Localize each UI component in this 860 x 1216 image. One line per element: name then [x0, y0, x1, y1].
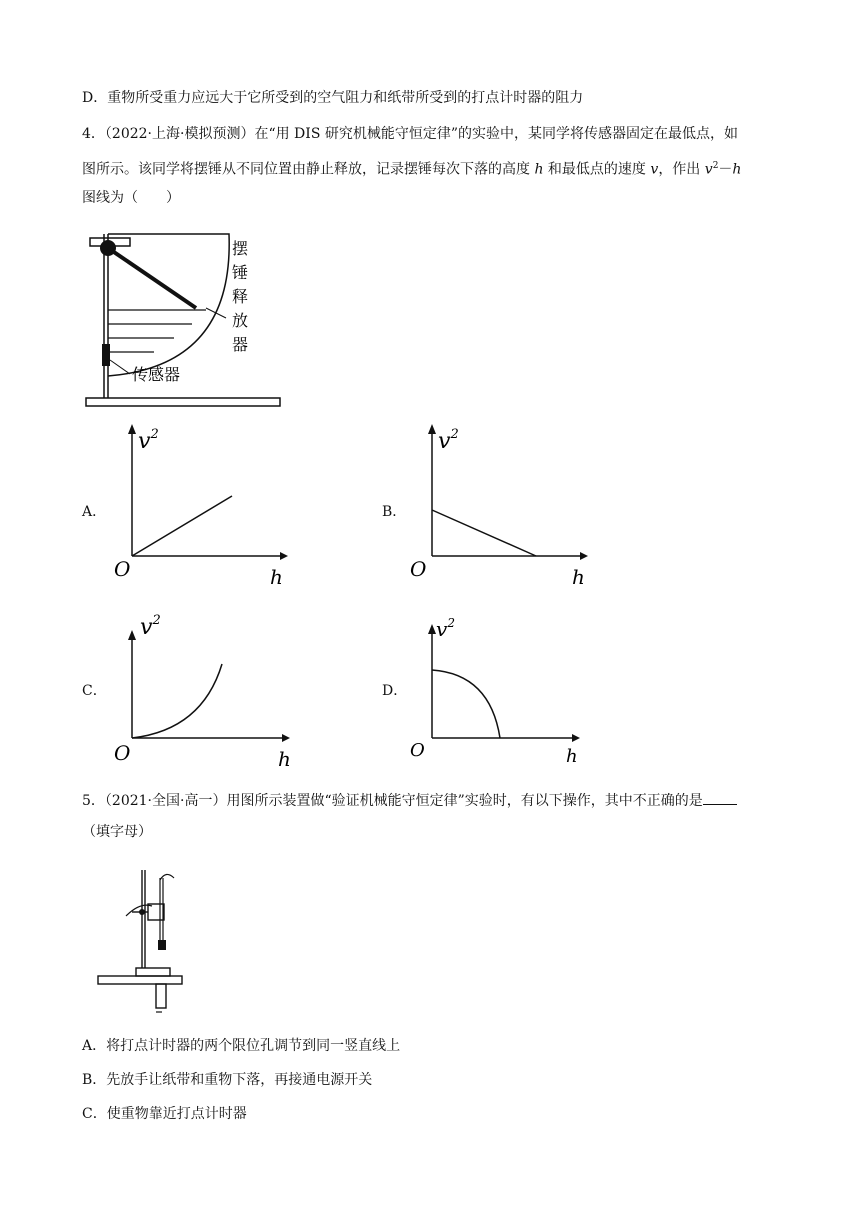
graph-line — [132, 496, 232, 556]
x-axis-arrow-icon — [580, 552, 588, 560]
q4-option-a-label: A． — [82, 504, 107, 520]
pendulum-rod — [108, 248, 196, 308]
graph-option-c — [108, 604, 298, 774]
release-label-char: 放 — [232, 311, 249, 330]
free-fall-apparatus-figure — [96, 860, 186, 1020]
graph-option-b — [408, 424, 588, 594]
option-letter: D． — [82, 90, 108, 106]
q4-stem-line-1 — [82, 124, 738, 144]
y-axis-arrow-icon — [128, 424, 136, 434]
apparatus-base — [86, 398, 280, 406]
graph-option-d — [408, 612, 588, 772]
option-letter: A． — [82, 1038, 107, 1054]
x-axis-label: h — [566, 746, 578, 767]
table-top — [98, 976, 182, 984]
option-text: 使重物靠近打点计时器 — [106, 1106, 247, 1122]
dot-timer — [148, 904, 164, 920]
release-label-char: 摆 — [232, 239, 249, 258]
weight-block — [158, 940, 166, 950]
origin-label: O — [114, 557, 131, 581]
stem-text: 图所示。该同学将摆锤从不同位置由静止释放，记录摆锤每次下落的高度 — [82, 161, 535, 178]
origin-label: O — [410, 557, 427, 581]
q3-option-d — [82, 88, 583, 108]
q5-stem-line-1 — [82, 790, 737, 811]
arc-plate — [108, 234, 229, 376]
release-label-char: 释 — [232, 287, 249, 306]
q4-option-d-label: D． — [382, 683, 408, 699]
sensor-block — [102, 344, 110, 366]
table-clamp — [156, 984, 166, 1008]
graph-curve — [132, 664, 222, 738]
option-letter: C． — [82, 1106, 107, 1122]
question-number: 4． — [82, 126, 105, 142]
q4-option-b-label: B． — [382, 504, 407, 520]
question-source: （2021·全国·高一） — [104, 793, 227, 809]
graph-line — [432, 510, 536, 556]
graph-option-a — [108, 424, 288, 594]
stand-base — [136, 968, 170, 976]
question-number: 5． — [82, 793, 105, 809]
q5-stem-line-2 — [82, 822, 152, 842]
stem-text: （填字母） — [82, 824, 152, 840]
q5-option-c — [82, 1104, 247, 1124]
var-h: h — [732, 161, 742, 178]
stem-text: － — [718, 161, 733, 178]
x-axis-label: h — [572, 565, 585, 589]
q5-option-b — [82, 1070, 372, 1090]
answer-blank[interactable] — [703, 790, 737, 805]
x-axis-label: h — [270, 565, 283, 589]
sensor-label: 传感器 — [132, 365, 181, 384]
y-axis-label: $v^2$ — [436, 616, 455, 641]
release-label-char: 器 — [232, 335, 249, 354]
option-letter: B． — [82, 1072, 107, 1088]
var-v: v — [704, 161, 713, 178]
origin-label: O — [410, 740, 425, 761]
x-axis-arrow-icon — [280, 552, 288, 560]
q4-stem-line-3 — [82, 188, 180, 208]
pendulum-apparatus-figure — [84, 226, 284, 410]
q4-stem-line-2 — [82, 156, 741, 180]
origin-label: O — [114, 741, 131, 765]
y-axis-label: $v^2$ — [438, 427, 459, 454]
stem-text: ，作出 — [658, 161, 705, 178]
release-label-char: 锤 — [232, 263, 249, 282]
option-text: 先放手让纸带和重物下落，再接通电源开关 — [106, 1072, 373, 1088]
x-axis-arrow-icon — [282, 734, 290, 742]
y-axis-arrow-icon — [128, 630, 136, 640]
q4-option-c-label: C． — [82, 683, 107, 699]
superscript: 2 — [712, 161, 719, 171]
option-text: 将打点计时器的两个限位孔调节到同一竖直线上 — [106, 1038, 401, 1054]
stem-text: 用图所示装置做“验证机械能守恒定律”实验时，有以下操作，其中不正确的是 — [226, 793, 703, 809]
question-source: （2022·上海·模拟预测） — [104, 126, 255, 142]
stem-text: 在“用 DIS 研究机械能守恒定律”的实验中，某同学将传感器固定在最低点，如 — [254, 126, 739, 142]
graph-curve — [432, 670, 500, 738]
stem-text: 图线为（ ） — [82, 190, 180, 206]
y-axis-label: $v^2$ — [140, 613, 161, 640]
option-text: 重物所受重力应远大于它所受到的空气阻力和纸带所受到的打点计时器的阻力 — [107, 90, 584, 106]
y-axis-label: $v^2$ — [138, 427, 159, 454]
y-axis-arrow-icon — [428, 424, 436, 434]
q5-option-a — [82, 1036, 400, 1056]
x-axis-arrow-icon — [572, 734, 580, 742]
x-axis-label: h — [278, 747, 291, 771]
stem-text: 和最低点的速度 — [543, 161, 651, 178]
var-h: h — [534, 161, 544, 178]
y-axis-arrow-icon — [428, 624, 436, 634]
var-v: v — [650, 161, 659, 178]
